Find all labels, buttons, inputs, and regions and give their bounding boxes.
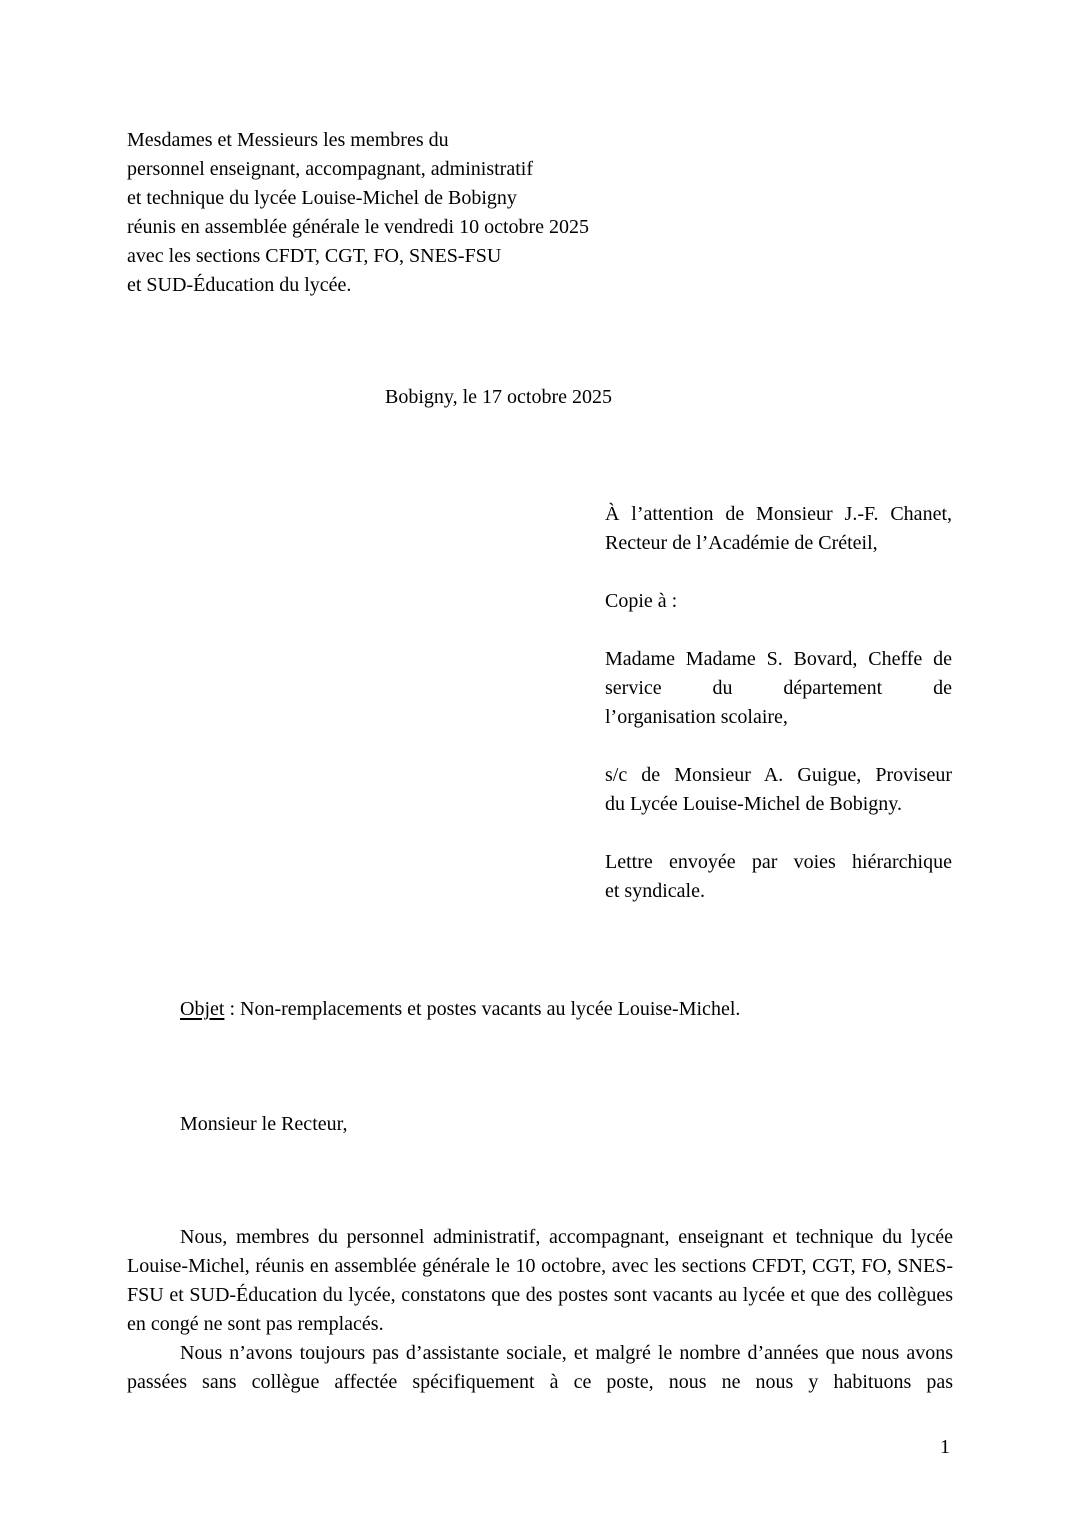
salutation: Monsieur le Recteur,: [180, 1113, 348, 1135]
sender-line: réunis en assemblée générale le vendredi 10 octobre 2025: [127, 216, 590, 238]
subject-label: Objet: [180, 998, 225, 1020]
subject-separator: :: [224, 998, 240, 1020]
via-line: s/c de Monsieur A. Guigue, Proviseur: [605, 764, 952, 786]
attention-line: Recteur de l’Académie de Créteil,: [605, 532, 878, 554]
routing-line: Lettre envoyée par voies hiérarchique: [605, 851, 952, 873]
sender-line: Mesdames et Messieurs les membres du: [127, 129, 449, 151]
sender-line: personnel enseignant, accompagnant, administratif: [127, 158, 533, 180]
body-paragraph: Nous, membres du personnel administratif, accompagnant, enseignant et technique du lycée Louise-Michel, réunis en assemblée générale le 10 octobre, avec les sections CFDT, CGT, FO, SNES-FSU et SUD-Éducation du lycée, constatons que des postes sont vacants au lycée et que des collègues en congé ne sont pas remplacés.: [127, 1226, 953, 1335]
spacer: [605, 819, 952, 848]
subject-text: Non-remplacements et postes vacants au lycée Louise-Michel.: [240, 998, 741, 1020]
via-line: du Lycée Louise-Michel de Bobigny.: [605, 793, 902, 815]
sender-line: et SUD-Éducation du lycée.: [127, 274, 352, 296]
copy-recipient-line: l’organisation scolaire,: [605, 706, 788, 728]
subject-line: [127, 995, 953, 1024]
copy-recipient-line: Madame Madame S. Bovard, Cheffe de: [605, 648, 952, 670]
letter-content: [127, 0, 953, 1397]
copy-label: Copie à :: [605, 590, 678, 612]
sender-line: avec les sections CFDT, CGT, FO, SNES-FSU: [127, 245, 502, 267]
spacer: [605, 558, 952, 587]
sender-line: et technique du lycée Louise-Michel de Bobigny: [127, 187, 517, 209]
spacer: [605, 616, 952, 645]
page-number: 1: [940, 1436, 950, 1458]
spacer: [605, 732, 952, 761]
attention-line: À l’attention de Monsieur J.-F. Chanet,: [605, 503, 952, 525]
recipient-block: [605, 500, 952, 906]
dateline: Bobigny, le 17 octobre 2025: [385, 386, 613, 408]
copy-recipient-line: service du département de: [605, 677, 952, 699]
sender-block: [127, 126, 747, 300]
routing-line: et syndicale.: [605, 880, 705, 902]
body-paragraph: Nous n’avons toujours pas d’assistante sociale, et malgré le nombre d’années que nous avons passées sans collègue affectée spécifiquement à ce poste, nous ne nous y habituons pas: [127, 1342, 953, 1393]
